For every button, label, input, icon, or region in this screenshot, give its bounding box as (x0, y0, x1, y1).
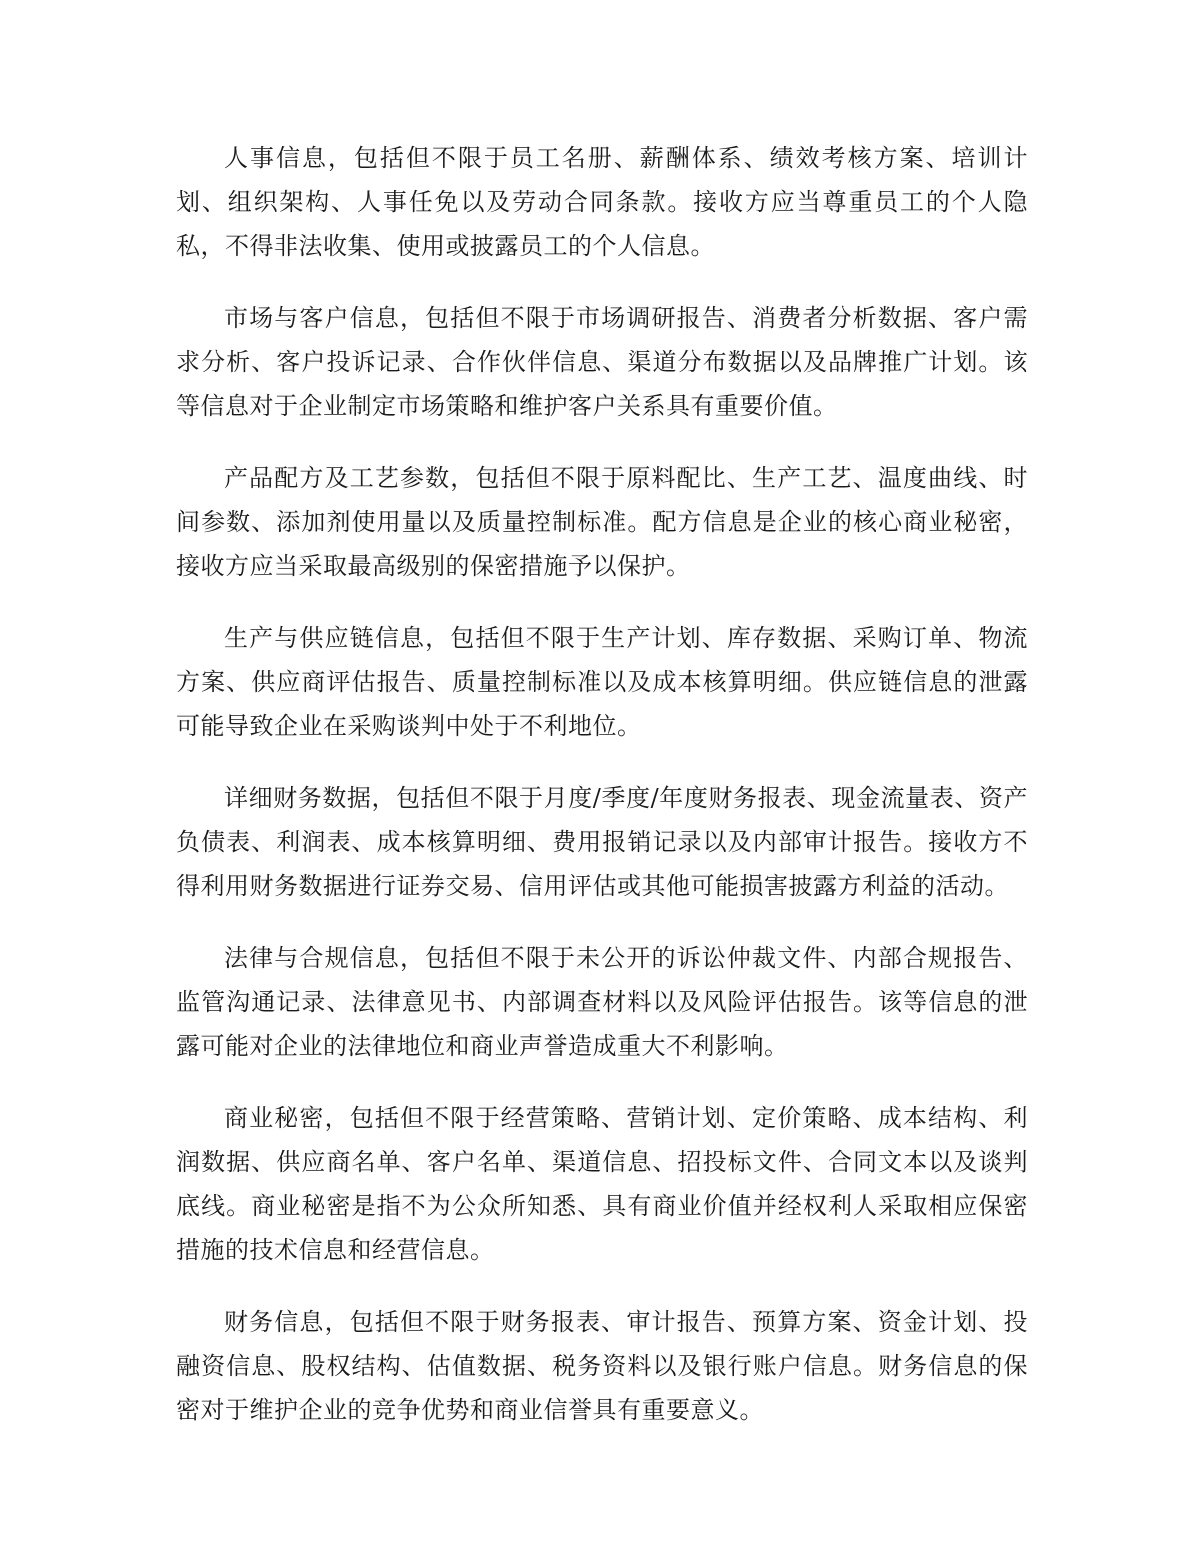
paragraph-personnel-info: 人事信息，包括但不限于员工名册、薪酬体系、绩效考核方案、培训计划、组织架构、人事任免以及劳动合同条款。接收方应当尊重员工的个人隐私，不得非法收集、使用或披露员工的个人信息。 (176, 144, 1028, 260)
paragraph-financial-info: 财务信息，包括但不限于财务报表、审计报告、预算方案、资金计划、投融资信息、股权结构、估值数据、税务资料以及银行账户信息。财务信息的保密对于维护企业的竞争优势和商业信誉具有重要意义。 (176, 1308, 1028, 1424)
paragraph-market-customer-info: 市场与客户信息，包括但不限于市场调研报告、消费者分析数据、客户需求分析、客户投诉记录、合作伙伴信息、渠道分布数据以及品牌推广计划。该等信息对于企业制定市场策略和维护客户关系具有重要价值。 (176, 304, 1028, 420)
paragraph-detailed-financial-data: 详细财务数据，包括但不限于月度/季度/年度财务报表、现金流量表、资产负债表、利润表、成本核算明细、费用报销记录以及内部审计报告。接收方不得利用财务数据进行证券交易、信用评估或其他可能损害披露方利益的活动。 (176, 784, 1028, 900)
paragraph-product-formula: 产品配方及工艺参数，包括但不限于原料配比、生产工艺、温度曲线、时间参数、添加剂使用量以及质量控制标准。配方信息是企业的核心商业秘密，接收方应当采取最高级别的保密措施予以保护。 (176, 464, 1028, 580)
paragraph-trade-secrets: 商业秘密，包括但不限于经营策略、营销计划、定价策略、成本结构、利润数据、供应商名单、客户名单、渠道信息、招投标文件、合同文本以及谈判底线。商业秘密是指不为公众所知悉、具有商业价值并经权利人采取相应保密措施的技术信息和经营信息。 (176, 1104, 1028, 1264)
paragraph-supply-chain-info: 生产与供应链信息，包括但不限于生产计划、库存数据、采购订单、物流方案、供应商评估报告、质量控制标准以及成本核算明细。供应链信息的泄露可能导致企业在采购谈判中处于不利地位。 (176, 624, 1028, 740)
paragraph-legal-compliance-info: 法律与合规信息，包括但不限于未公开的诉讼仲裁文件、内部合规报告、监管沟通记录、法律意见书、内部调查材料以及风险评估报告。该等信息的泄露可能对企业的法律地位和商业声誉造成重大不利影响。 (176, 944, 1028, 1060)
